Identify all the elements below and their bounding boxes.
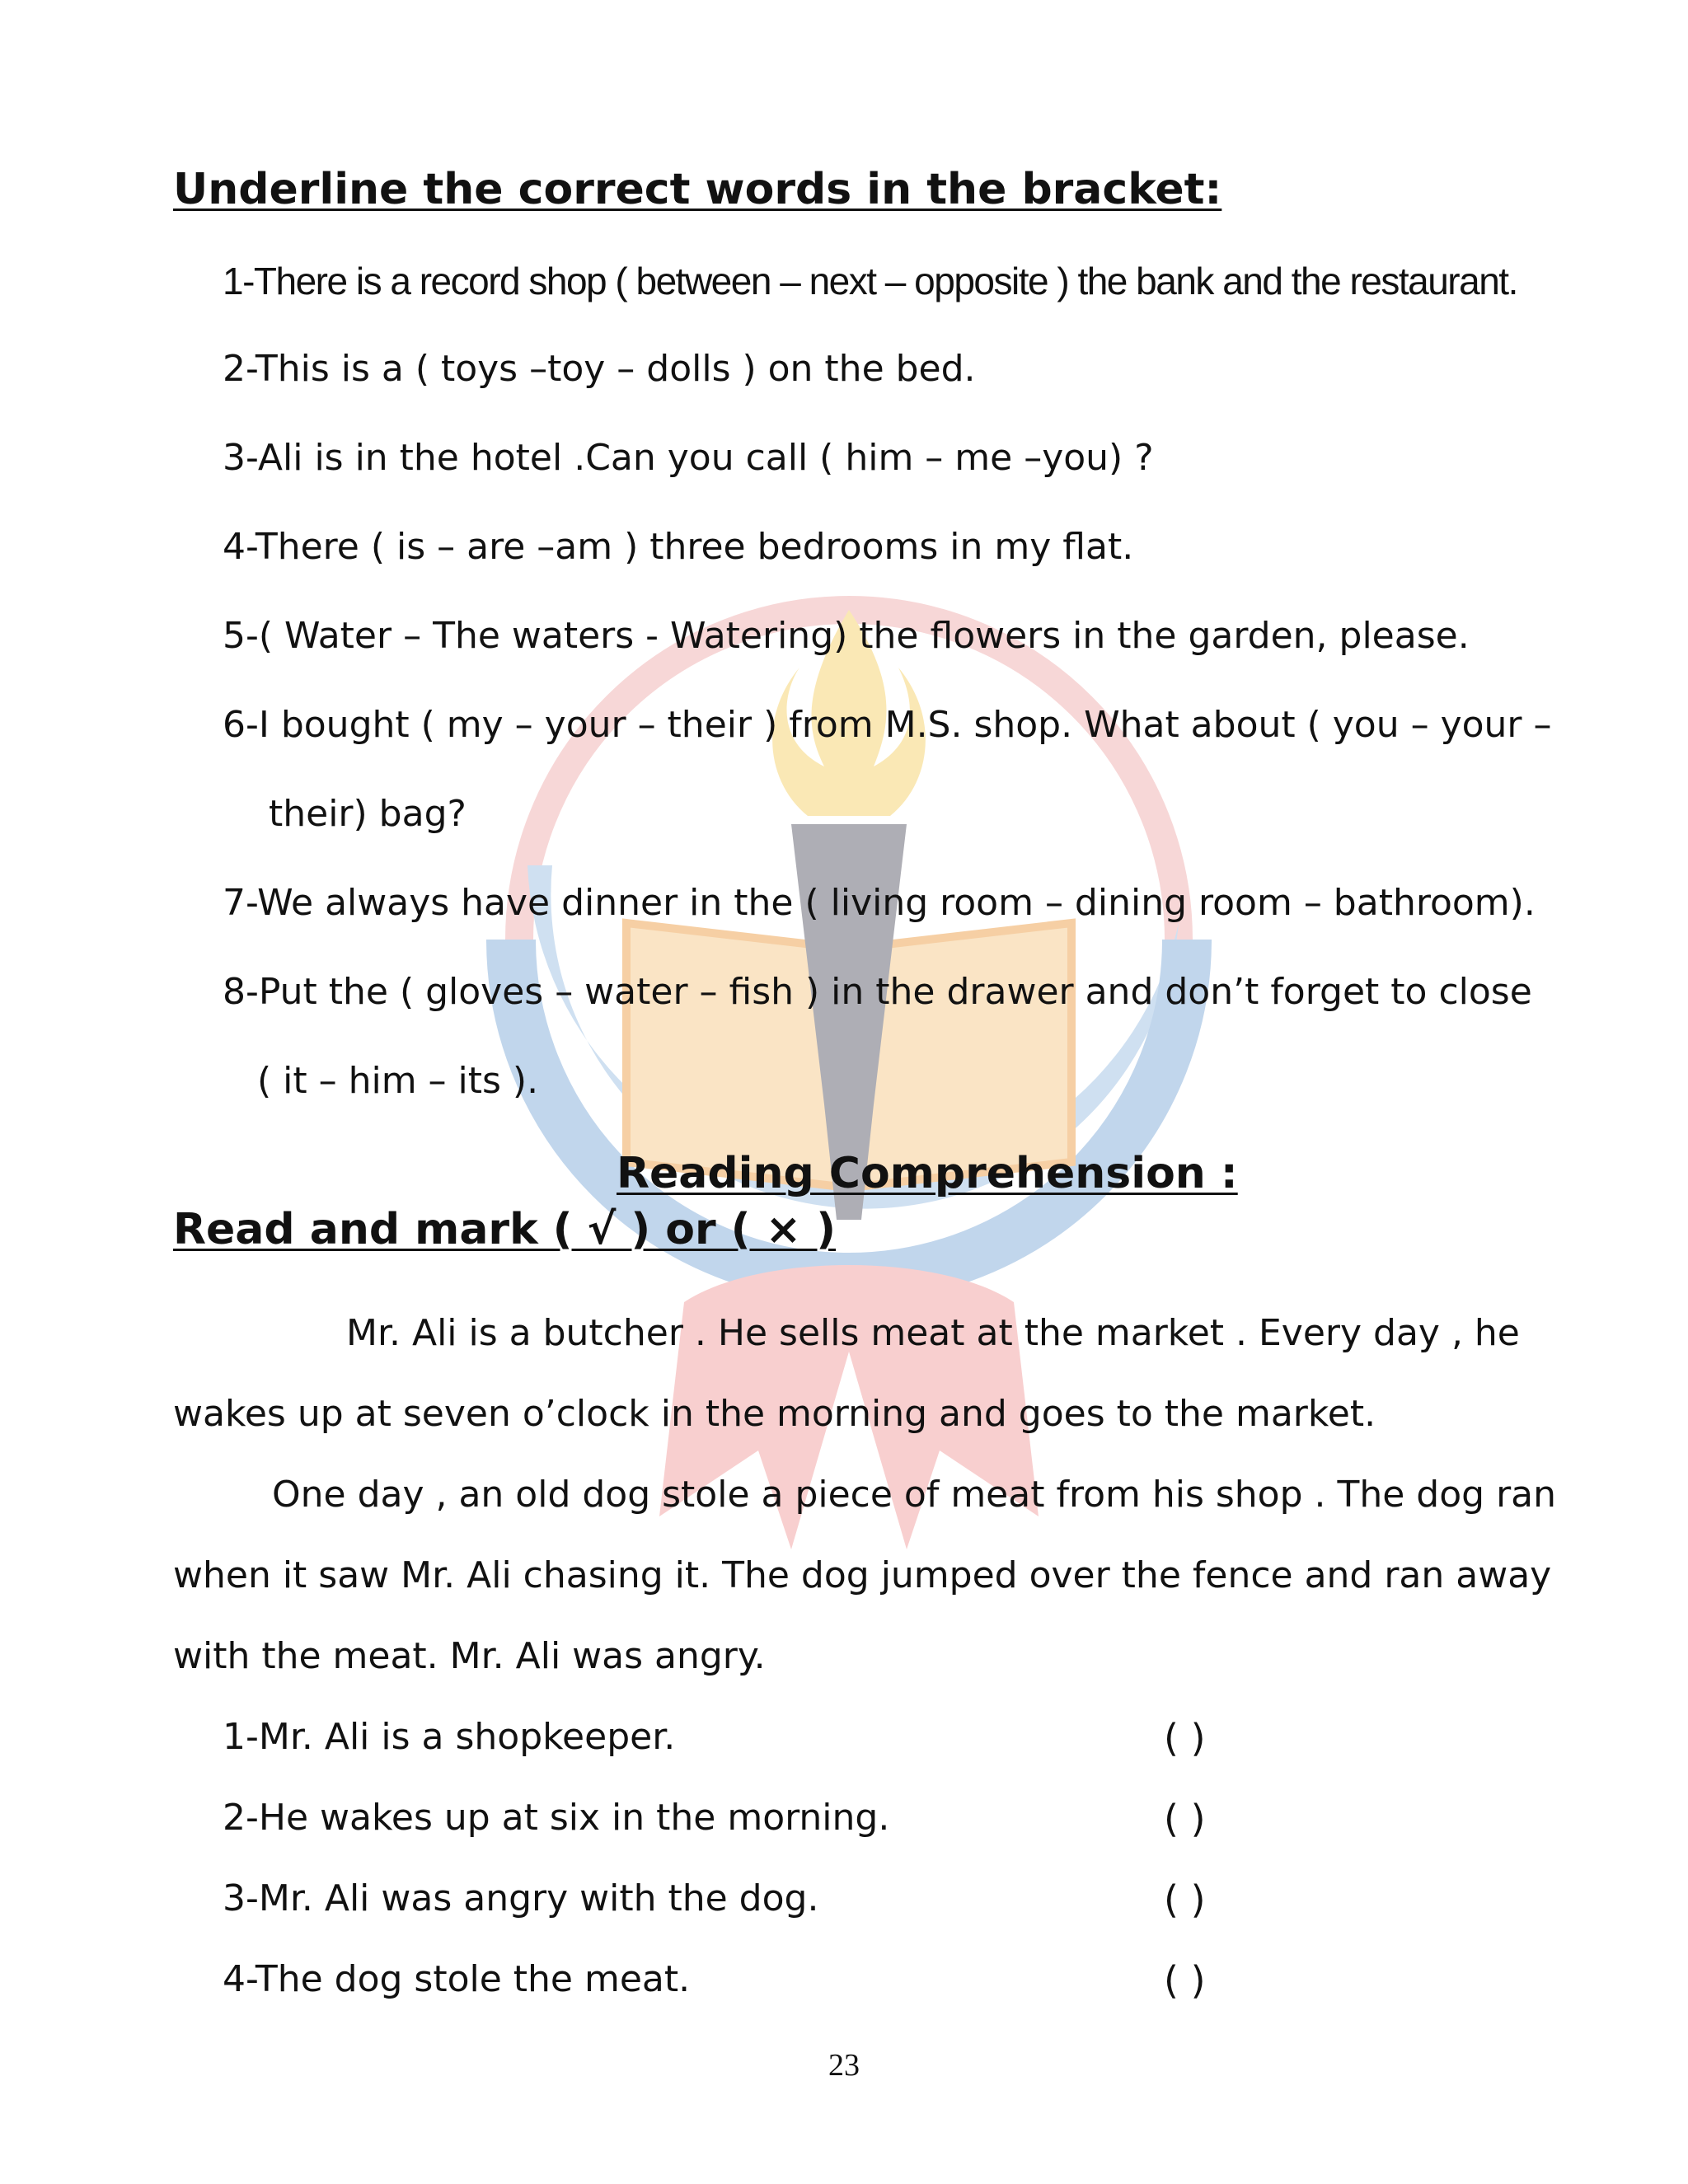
answer-box-3[interactable]: ( ) [1164, 1877, 1206, 1922]
exercise-item-6-continued: their) bag? [269, 793, 467, 835]
exercise-item-8-continued: ( it – him – its ). [257, 1060, 539, 1102]
exercise-item-5: 5-( Water – The waters - Watering) the flowers in the garden, please. [223, 615, 1470, 657]
exercise-item-6: 6-I bought ( my – your – their ) from M.S. shop. What about ( you – your – [223, 704, 1552, 746]
statement-3: 3-Mr. Ali was angry with the dog. [223, 1877, 819, 1919]
passage-line-5: with the meat. Mr. Ali was angry. [173, 1635, 766, 1677]
passage-line-1: Mr. Ali is a butcher . He sells meat at the market . Every day , he [346, 1312, 1520, 1354]
statement-2: 2-He wakes up at six in the morning. [223, 1797, 890, 1839]
passage-line-4: when it saw Mr. Ali chasing it. The dog jumped over the fence and ran away [173, 1554, 1552, 1596]
exercise-item-1: 1-There is a record shop ( between – next – opposite ) the bank and the restaurant. [223, 260, 1517, 302]
passage-line-3: One day , an old dog stole a piece of meat from his shop . The dog ran [272, 1474, 1557, 1516]
answer-box-2[interactable]: ( ) [1164, 1797, 1206, 1841]
answer-box-4[interactable]: ( ) [1164, 1958, 1206, 2003]
reading-instruction: Read and mark ( √ ) or ( × ) [173, 1205, 837, 1254]
statement-4: 4-The dog stole the meat. [223, 1958, 691, 2000]
reading-section-title: Reading Comprehension : [617, 1149, 1238, 1198]
exercise-item-2: 2-This is a ( toys –toy – dolls ) on the bed. [223, 348, 976, 390]
exercise-title: Underline the correct words in the bracket: [173, 165, 1222, 214]
page-number: 23 [828, 2048, 860, 2083]
exercise-item-4: 4-There ( is – are –am ) three bedrooms in my flat. [223, 526, 1134, 568]
statement-1: 1-Mr. Ali is a shopkeeper. [223, 1716, 676, 1758]
exercise-item-8: 8-Put the ( gloves – water – fish ) in the drawer and don’t forget to close [223, 971, 1532, 1013]
exercise-item-3: 3-Ali is in the hotel .Can you call ( him – me –you) ? [223, 437, 1154, 479]
passage-line-2: wakes up at seven o’clock in the morning and goes to the market. [173, 1393, 1376, 1435]
answer-box-1[interactable]: ( ) [1164, 1716, 1206, 1760]
exercise-item-7: 7-We always have dinner in the ( living room – dining room – bathroom). [223, 882, 1536, 924]
